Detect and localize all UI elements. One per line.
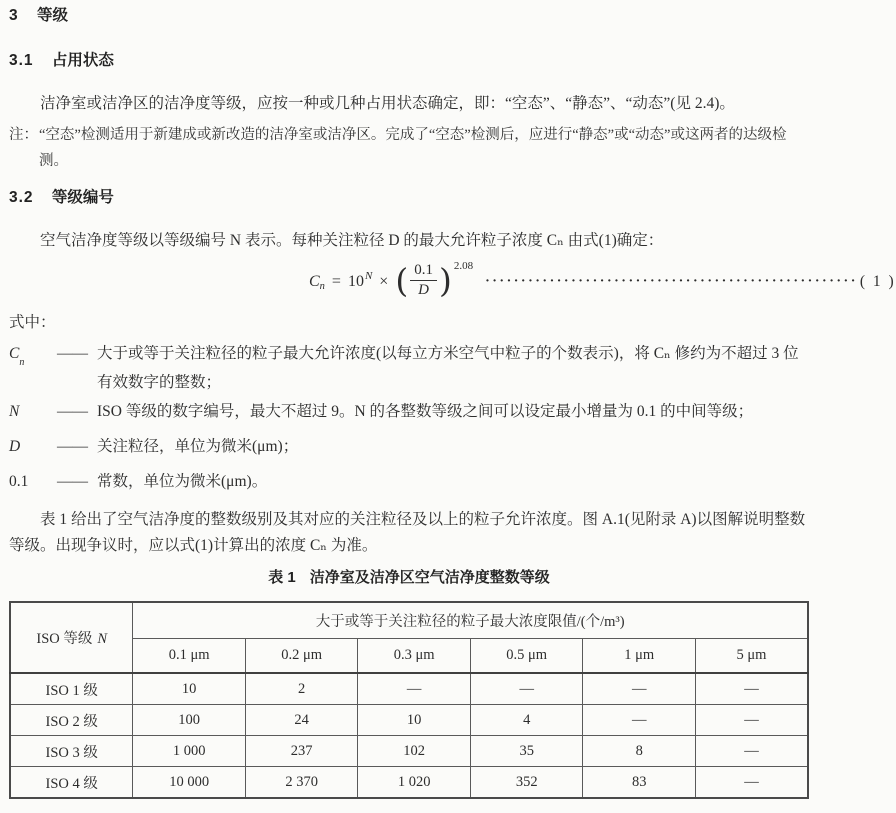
table-caption — [9, 569, 809, 587]
definition-description: 关注粒径，单位为微米(μm)； — [97, 438, 299, 456]
cell-value: 2 — [245, 673, 358, 705]
definition-list — [9, 339, 809, 502]
multiplication-sign: × — [379, 273, 389, 290]
equation-1-line — [9, 256, 896, 308]
cell-value: — — [583, 673, 696, 705]
note-block — [9, 122, 809, 174]
equation-exponent-n: N — [364, 270, 373, 282]
cell-value: — — [583, 705, 696, 736]
cell-value: 102 — [358, 736, 471, 767]
definition-description: 常数，单位为微米(μm)。 — [97, 473, 268, 491]
header-size-1um: 1 μm — [583, 639, 696, 674]
equation-1-expression: C $_n$ = 10 $^N$ × ( $\frac{0.1}{D}$ ) $^{2.08}$ — [309, 260, 474, 300]
cell-value: — — [695, 736, 808, 767]
table-caption-title: 洁净室及洁净区空气洁净度整数等级 — [309, 569, 550, 587]
equation-number: ( 1 ) — [859, 273, 896, 290]
row-label: ISO 1 级 — [10, 673, 133, 705]
fraction-denominator: D — [418, 281, 429, 298]
iso-cleanliness-class-table — [9, 601, 809, 799]
cell-value: — — [695, 705, 808, 736]
table-row-iso4 — [10, 767, 808, 799]
section-3-2-number: 3.2 — [9, 189, 34, 206]
equation-variable-c-subscript: n — [319, 280, 325, 292]
equals-sign: = — [331, 273, 341, 290]
cell-value: 4 — [470, 705, 583, 736]
row-label: ISO 2 级 — [10, 705, 133, 736]
definition-item-d — [9, 432, 809, 467]
definition-term: 0.1 — [9, 473, 29, 491]
definition-item-n — [9, 397, 809, 432]
definition-dash: —— — [57, 473, 88, 491]
header-concentration-limits: 大于或等于关注粒径的粒子最大浓度限值/(个/m³) — [133, 602, 808, 639]
header-size-0-1um: 0.1 μm — [133, 639, 246, 674]
cell-value: 10 — [133, 673, 246, 705]
definition-description: ISO 等级的数字编号，最大不超过 9。N 的各整数等级之间可以设定最小增量为 0.1 的中间等级； — [97, 403, 754, 420]
table-row-iso1 — [10, 673, 808, 705]
cell-value: 83 — [583, 767, 696, 799]
row-label: ISO 3 级 — [10, 736, 133, 767]
note-label: 注： — [9, 127, 38, 143]
where-label: 式中： — [9, 314, 56, 331]
definition-dash: —— — [57, 403, 88, 420]
section-3-number: 3 — [9, 7, 19, 24]
definition-description: 大于或等于关注粒径的粒子最大允许浓度(以每立方米空气中粒子的个数表示)，将 Cₙ 修约为不超过 3 位有效数字的整数； — [97, 345, 799, 391]
equation-base-10: 10 — [347, 273, 364, 290]
header-size-0-3um: 0.3 μm — [358, 639, 471, 674]
cell-value: 237 — [245, 736, 358, 767]
header-size-0-5um: 0.5 μm — [470, 639, 583, 674]
note-text: “空态”检测适用于新建成或新改造的洁净室或洁净区。完成了“空态”检测后，应进行“静态”或“动态”或这两者的达级检测。 — [39, 127, 787, 169]
cell-value: 100 — [133, 705, 246, 736]
equation-variable-c: C — [309, 273, 320, 290]
section-3-2-title: 等级编号 — [51, 189, 114, 206]
cell-value: 1 020 — [358, 767, 471, 799]
cell-value: — — [695, 767, 808, 799]
table-intro-paragraph: 表 1 给出了空气洁净度的整数级别及其对应的关注粒径及以上的粒子允许浓度。图 A.1(见附录 A)以图解说明整数等级。出现争议时，应以式(1)计算出的浓度 Cₙ 为准。 — [9, 511, 806, 555]
equation-exponent-208: 2.08 — [453, 260, 474, 272]
cell-value: — — [695, 673, 808, 705]
definition-term: $C_n$ — [9, 345, 25, 369]
cell-value: — — [358, 673, 471, 705]
cell-value: 10 — [358, 705, 471, 736]
section-3-1-number: 3.1 — [9, 52, 34, 69]
dot-leader: ···················································· — [485, 274, 858, 289]
cell-value: 2 370 — [245, 767, 358, 799]
header-size-5um: 5 μm — [695, 639, 808, 674]
cell-value: — — [470, 673, 583, 705]
row-label: ISO 4 级 — [10, 767, 133, 799]
table-row-iso3 — [10, 736, 808, 767]
cell-value: 8 — [583, 736, 696, 767]
definition-item-01 — [9, 467, 809, 502]
table-caption-number: 表 1 — [268, 569, 296, 587]
cell-value: 352 — [470, 767, 583, 799]
section-3-1-title: 占用状态 — [51, 52, 114, 69]
definition-term: D — [9, 438, 21, 456]
class-number-paragraph: 空气洁净度等级以等级编号 N 表示。每种关注粒径 D 的最大允许粒子浓度 Cₙ 由式(1)确定： — [40, 232, 664, 249]
table-row-iso2 — [10, 705, 808, 736]
occupancy-paragraph: 洁净室或洁净区的洁净度等级，应按一种或几种占用状态确定，即：“空态”、“静态”、“动态”(见 2.4)。 — [40, 95, 735, 112]
fraction-numerator: 0.1 — [410, 262, 437, 281]
section-3-1-heading — [9, 51, 809, 71]
definition-dash: —— — [57, 345, 88, 362]
cell-value: 35 — [470, 736, 583, 767]
cell-value: 1 000 — [133, 736, 246, 767]
definition-dash: —— — [57, 438, 88, 456]
section-3-heading — [9, 6, 809, 26]
definition-item-cn — [9, 339, 809, 397]
definition-term: N — [9, 403, 20, 420]
section-3-title: 等级 — [36, 7, 68, 24]
header-iso-class: ISO 等级 N — [10, 602, 133, 673]
section-3-2-heading — [9, 188, 809, 208]
cell-value: 10 000 — [133, 767, 246, 799]
cell-value: 24 — [245, 705, 358, 736]
header-size-0-2um: 0.2 μm — [245, 639, 358, 674]
fraction — [410, 262, 437, 299]
